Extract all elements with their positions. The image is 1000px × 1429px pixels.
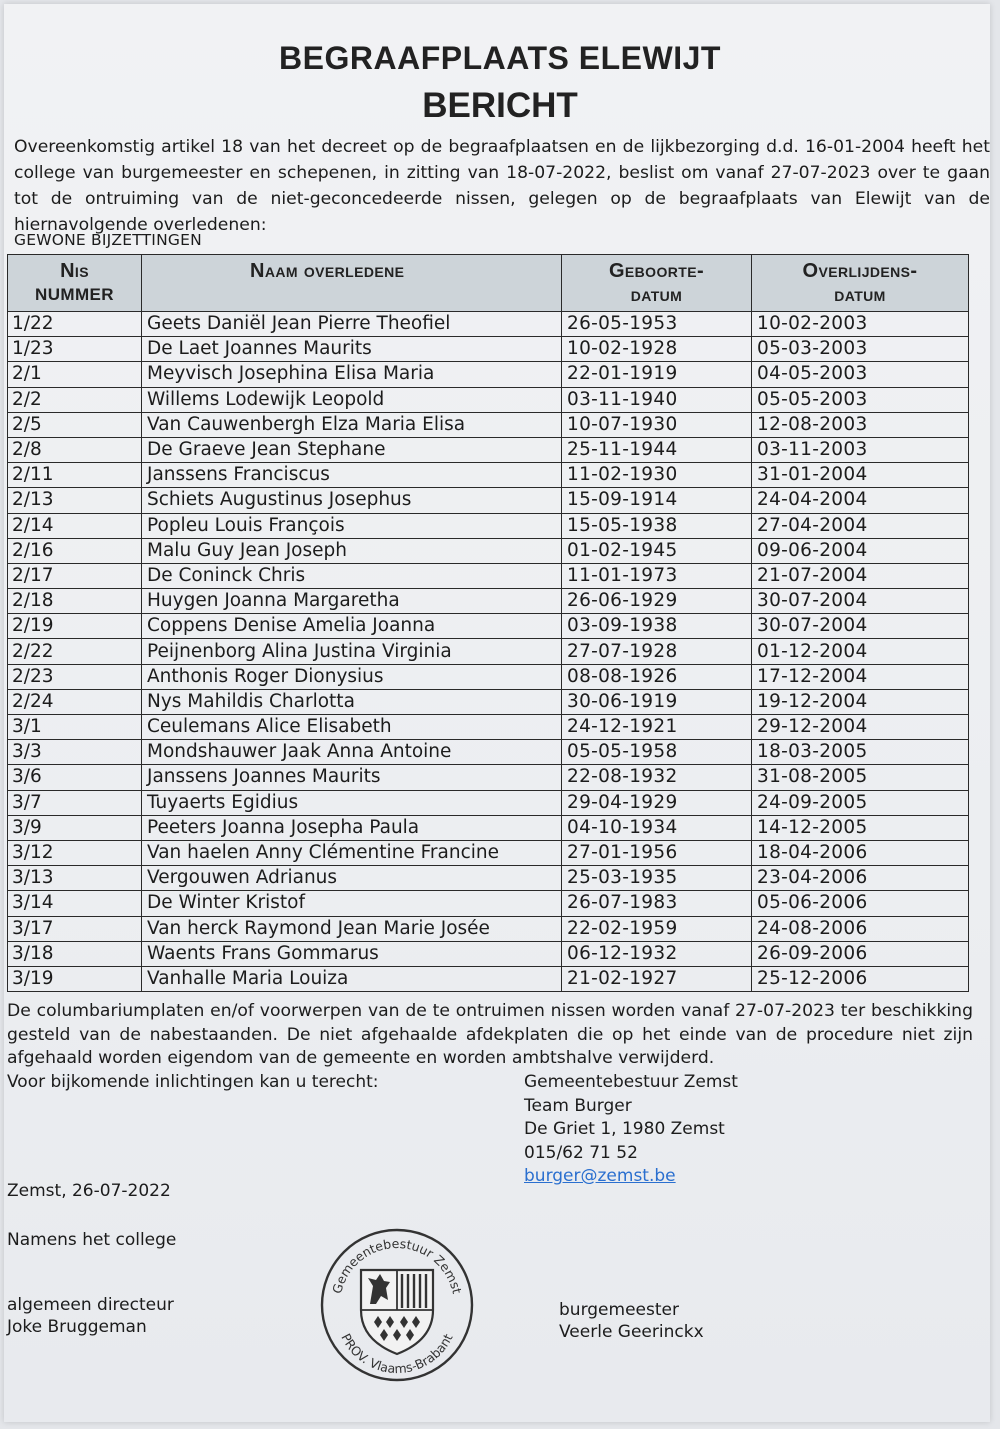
table-row: [8, 387, 969, 412]
cell-overlijdensdatum: 24-04-2004: [752, 488, 969, 513]
cell-naam: De Graeve Jean Stephane: [142, 437, 562, 462]
header-naam-label: Naam overledene: [250, 260, 405, 282]
cell-geboortedatum: 22-01-1919: [562, 362, 752, 387]
notice-title: BEGRAAFPLAATS ELEWIJT: [279, 40, 721, 76]
contact-org: Gemeentebestuur Zemst: [524, 1072, 738, 1092]
signatory-left-name: Joke Bruggeman: [7, 1317, 147, 1337]
table-row: [8, 513, 969, 538]
cell-overlijdensdatum: 05-05-2003: [752, 387, 969, 412]
table-row: [8, 337, 969, 362]
header-nis-nummer: [8, 255, 142, 312]
cell-geboortedatum: 06-12-1932: [562, 941, 752, 966]
cell-naam: Nys Mahildis Charlotta: [142, 689, 562, 714]
cell-geboortedatum: 26-07-1983: [562, 891, 752, 916]
cell-overlijdensdatum: 14-12-2005: [752, 815, 969, 840]
cell-naam: Geets Daniël Jean Pierre Theofiel: [142, 312, 562, 337]
table-row: [8, 463, 969, 488]
cell-overlijdensdatum: 23-04-2006: [752, 866, 969, 891]
table-row: [8, 614, 969, 639]
cell-geboortedatum: 04-10-1934: [562, 815, 752, 840]
cell-nis: 2/5: [8, 412, 142, 437]
table-row: [8, 966, 969, 991]
table-header-row: [8, 255, 969, 312]
cell-geboortedatum: 27-07-1928: [562, 639, 752, 664]
cell-naam: Peijnenborg Alina Justina Virginia: [142, 639, 562, 664]
cell-overlijdensdatum: 27-04-2004: [752, 513, 969, 538]
cell-geboortedatum: 22-08-1932: [562, 765, 752, 790]
cell-naam: De Laet Joannes Maurits: [142, 337, 562, 362]
cell-geboortedatum: 08-08-1926: [562, 664, 752, 689]
cell-overlijdensdatum: 18-03-2005: [752, 740, 969, 765]
cell-overlijdensdatum: 21-07-2004: [752, 563, 969, 588]
cell-geboortedatum: 29-04-1929: [562, 790, 752, 815]
cell-overlijdensdatum: 24-08-2006: [752, 916, 969, 941]
cell-overlijdensdatum: 04-05-2003: [752, 362, 969, 387]
cell-naam: Waents Frans Gommarus: [142, 941, 562, 966]
header-overlijdensdatum: [752, 255, 969, 312]
table-row: [8, 941, 969, 966]
cell-nis: 3/19: [8, 966, 142, 991]
header-geboorte-line1: Geboorte-: [608, 260, 705, 282]
contact-email-link[interactable]: burger@zemst.be: [524, 1166, 676, 1186]
cell-geboortedatum: 26-06-1929: [562, 589, 752, 614]
cell-nis: 3/18: [8, 941, 142, 966]
table-row: [8, 589, 969, 614]
cell-nis: 3/3: [8, 740, 142, 765]
cell-geboortedatum: 21-02-1927: [562, 966, 752, 991]
cell-overlijdensdatum: 31-01-2004: [752, 463, 969, 488]
cell-overlijdensdatum: 30-07-2004: [752, 614, 969, 639]
cell-naam: Malu Guy Jean Joseph: [142, 538, 562, 563]
seal-text-bottom: PROV. Vlaams-Brabant: [338, 1331, 456, 1377]
cell-nis: 3/1: [8, 715, 142, 740]
cell-overlijdensdatum: 25-12-2006: [752, 966, 969, 991]
cell-naam: De Winter Kristof: [142, 891, 562, 916]
header-overlijden-line2: datum: [834, 284, 886, 306]
cell-naam: De Coninck Chris: [142, 563, 562, 588]
cell-nis: 3/12: [8, 840, 142, 865]
cell-nis: 2/8: [8, 437, 142, 462]
seal-text-top: Gemeentebestuur Zemst: [329, 1235, 465, 1296]
cell-naam: Popleu Louis François: [142, 513, 562, 538]
header-geboorte-line2: datum: [630, 284, 683, 306]
table-row: [8, 639, 969, 664]
cell-nis: 2/1: [8, 362, 142, 387]
table-row: [8, 488, 969, 513]
cell-overlijdensdatum: 01-12-2004: [752, 639, 969, 664]
cell-geboortedatum: 11-01-1973: [562, 563, 752, 588]
deceased-table: [7, 254, 969, 992]
header-naam: [142, 255, 562, 312]
table-row: [8, 412, 969, 437]
cell-overlijdensdatum: 30-07-2004: [752, 589, 969, 614]
cell-naam: Van Cauwenbergh Elza Maria Elisa: [142, 412, 562, 437]
cell-naam: Mondshauwer Jaak Anna Antoine: [142, 740, 562, 765]
cell-overlijdensdatum: 29-12-2004: [752, 715, 969, 740]
cell-nis: 3/17: [8, 916, 142, 941]
cell-naam: Anthonis Roger Dionysius: [142, 664, 562, 689]
table-row: [8, 715, 969, 740]
cell-geboortedatum: 03-09-1938: [562, 614, 752, 639]
cell-geboortedatum: 11-02-1930: [562, 463, 752, 488]
cell-naam: Tuyaerts Egidius: [142, 790, 562, 815]
table-row: [8, 740, 969, 765]
cell-nis: 2/18: [8, 589, 142, 614]
on-behalf-label: Namens het college: [7, 1230, 177, 1250]
cell-nis: 3/14: [8, 891, 142, 916]
cell-overlijdensdatum: 10-02-2003: [752, 312, 969, 337]
notice-subtitle: BERICHT: [422, 86, 578, 125]
cell-geboortedatum: 15-09-1914: [562, 488, 752, 513]
table-row: [8, 362, 969, 387]
cell-nis: 2/13: [8, 488, 142, 513]
cell-nis: 3/13: [8, 866, 142, 891]
place-date: Zemst, 26-07-2022: [7, 1181, 171, 1201]
cell-overlijdensdatum: 05-03-2003: [752, 337, 969, 362]
cell-nis: 2/24: [8, 689, 142, 714]
cell-nis: 2/14: [8, 513, 142, 538]
header-overlijden-line1: Overlijdens-: [802, 260, 918, 282]
header-nis-line1: Nis: [60, 260, 89, 282]
cell-naam: Schiets Augustinus Josephus: [142, 488, 562, 513]
signatory-left: [7, 1294, 174, 1338]
table-row: [8, 765, 969, 790]
table-row: [8, 689, 969, 714]
section-label: GEWONE BIJZETTINGEN: [14, 231, 202, 249]
table-row: [8, 866, 969, 891]
cell-nis: 1/22: [8, 312, 142, 337]
header-geboortedatum: [562, 255, 752, 312]
cell-overlijdensdatum: 31-08-2005: [752, 765, 969, 790]
table-row: [8, 312, 969, 337]
cell-naam: Meyvisch Josephina Elisa Maria: [142, 362, 562, 387]
intro-paragraph: Overeenkomstig artikel 18 van het decreet op de begraafplaatsen en de lijkbezorging d.d. 16-01-2004 heeft het college van burgemeester en schepenen, in zitting van 18-07-2022, beslist om vanaf 27-07-2023 over te gaan tot de ontruiming van de niet-geconcedeerde nissen, gelegen op de begraafplaats van Elewijt van de hiernavolgende overledenen:: [14, 137, 990, 235]
municipal-seal: [318, 1226, 476, 1384]
signatory-right: [559, 1299, 704, 1343]
cell-naam: Van haelen Anny Clémentine Francine: [142, 840, 562, 865]
table-row: [8, 916, 969, 941]
cell-geboortedatum: 10-02-1928: [562, 337, 752, 362]
cell-overlijdensdatum: 12-08-2003: [752, 412, 969, 437]
signatory-right-role: burgemeester: [559, 1300, 679, 1320]
cell-geboortedatum: 25-11-1944: [562, 437, 752, 462]
cell-naam: Vanhalle Maria Louiza: [142, 966, 562, 991]
contact-team: Team Burger: [524, 1095, 632, 1116]
cell-nis: 3/7: [8, 790, 142, 815]
cell-naam: Van herck Raymond Jean Marie Josée: [142, 916, 562, 941]
cell-overlijdensdatum: 19-12-2004: [752, 689, 969, 714]
table-row: [8, 815, 969, 840]
cell-overlijdensdatum: 03-11-2003: [752, 437, 969, 462]
cell-overlijdensdatum: 24-09-2005: [752, 790, 969, 815]
table-row: [8, 563, 969, 588]
cell-overlijdensdatum: 26-09-2006: [752, 941, 969, 966]
cell-overlijdensdatum: 05-06-2006: [752, 891, 969, 916]
cell-geboortedatum: 15-05-1938: [562, 513, 752, 538]
cell-naam: Huygen Joanna Margaretha: [142, 589, 562, 614]
cell-overlijdensdatum: 18-04-2006: [752, 840, 969, 865]
cell-overlijdensdatum: 09-06-2004: [752, 538, 969, 563]
signatory-left-role: algemeen directeur: [7, 1295, 174, 1315]
cell-nis: 1/23: [8, 337, 142, 362]
info-label: Voor bijkomende inlichtingen kan u terecht:: [7, 1072, 379, 1092]
cell-geboortedatum: 01-02-1945: [562, 538, 752, 563]
cell-geboortedatum: 10-07-1930: [562, 412, 752, 437]
cell-geboortedatum: 25-03-1935: [562, 866, 752, 891]
cell-geboortedatum: 24-12-1921: [562, 715, 752, 740]
municipal-coat-of-arms-icon: [361, 1270, 433, 1354]
cell-nis: 3/9: [8, 815, 142, 840]
cell-geboortedatum: 26-05-1953: [562, 312, 752, 337]
cell-nis: 3/6: [8, 765, 142, 790]
cell-naam: Willems Lodewijk Leopold: [142, 387, 562, 412]
cell-naam: Ceulemans Alice Elisabeth: [142, 715, 562, 740]
cell-naam: Janssens Joannes Maurits: [142, 765, 562, 790]
cell-geboortedatum: 30-06-1919: [562, 689, 752, 714]
cell-nis: 2/16: [8, 538, 142, 563]
table-row: [8, 891, 969, 916]
cell-nis: 2/22: [8, 639, 142, 664]
cell-geboortedatum: 22-02-1959: [562, 916, 752, 941]
table-row: [8, 437, 969, 462]
contact-block: [524, 1071, 738, 1189]
cell-naam: Janssens Franciscus: [142, 463, 562, 488]
cell-naam: Vergouwen Adrianus: [142, 866, 562, 891]
contact-phone: 015/62 71 52: [524, 1142, 638, 1163]
cell-overlijdensdatum: 17-12-2004: [752, 664, 969, 689]
table-row: [8, 538, 969, 563]
header-nis-line2: NUMMER: [35, 285, 114, 304]
cell-geboortedatum: 05-05-1958: [562, 740, 752, 765]
cell-nis: 2/11: [8, 463, 142, 488]
table-row: [8, 790, 969, 815]
table-row: [8, 840, 969, 865]
cell-naam: Peeters Joanna Josepha Paula: [142, 815, 562, 840]
cell-nis: 2/2: [8, 387, 142, 412]
cell-geboortedatum: 03-11-1940: [562, 387, 752, 412]
cell-nis: 2/23: [8, 664, 142, 689]
cell-naam: Coppens Denise Amelia Joanna: [142, 614, 562, 639]
cell-nis: 2/17: [8, 563, 142, 588]
contact-address: De Griet 1, 1980 Zemst: [524, 1119, 725, 1139]
signatory-right-name: Veerle Geerinckx: [559, 1322, 704, 1342]
cell-geboortedatum: 27-01-1956: [562, 840, 752, 865]
table-row: [8, 664, 969, 689]
cell-nis: 2/19: [8, 614, 142, 639]
outro-paragraph: De columbariumplaten en/of voorwerpen van de te ontruimen nissen worden vanaf 27-07-2023 ter beschikking gesteld van de nabestaanden. De niet afgehaalde afdekplaten die op het einde van de procedure niet zijn afgehaald worden eigendom van de gemeente en worden ambtshalve verwijderd.: [7, 1001, 973, 1068]
